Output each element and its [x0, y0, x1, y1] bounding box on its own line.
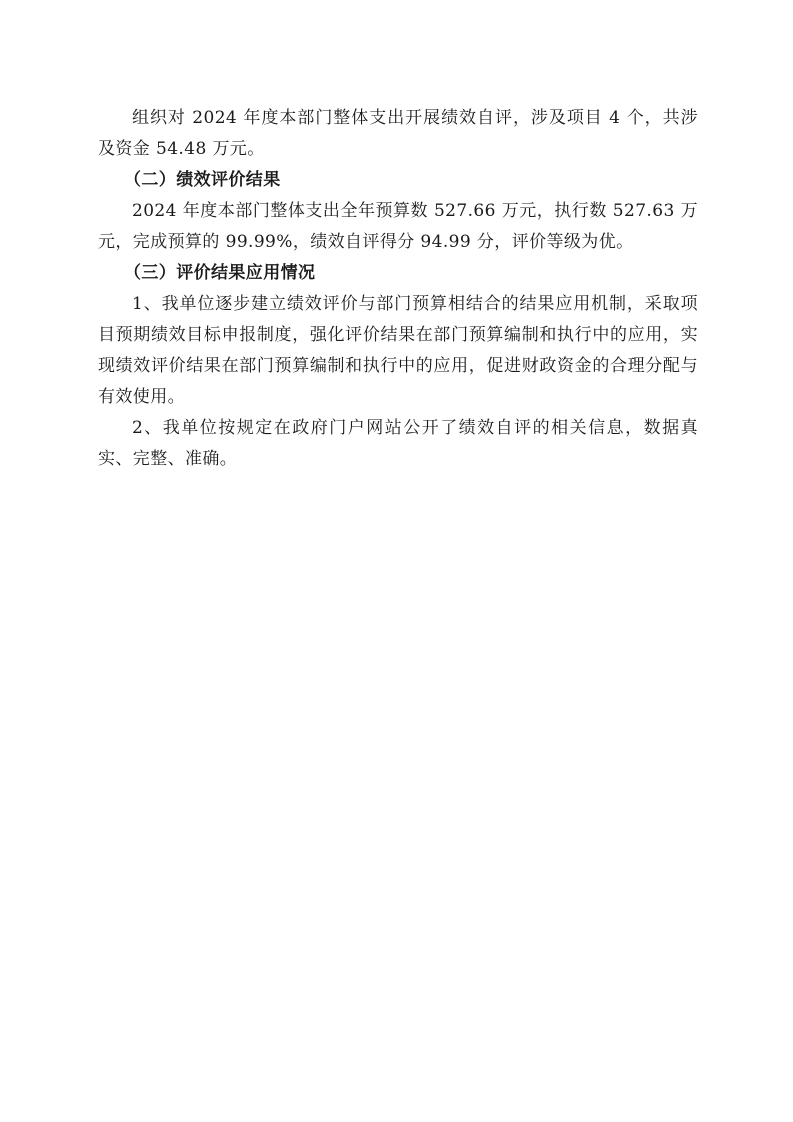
document-body [98, 103, 698, 475]
section-heading-evaluation-results: （二）绩效评价结果 [124, 170, 281, 190]
paragraph-information-disclosure: 2、我单位按规定在政府门户网站公开了绩效自评的相关信息，数据真实、完整、准确。 [98, 418, 698, 469]
paragraph-self-evaluation-scope: 组织对 2024 年度本部门整体支出开展绩效自评，涉及项目 4 个，共涉及资金 54.48 万元。 [98, 108, 698, 159]
paragraph-budget-execution: 2024 年度本部门整体支出全年预算数 527.66 万元，执行数 527.63 万元，完成预算的 99.99%，绩效自评得分 94.99 分，评价等级为优。 [98, 201, 698, 252]
section-heading-result-application: （三）评价结果应用情况 [124, 263, 316, 283]
paragraph-application-mechanism: 1、我单位逐步建立绩效评价与部门预算相结合的结果应用机制，采取项目预期绩效目标申报制度，强化评价结果在部门预算编制和执行中的应用，实现绩效评价结果在部门预算编制和执行中的应用，促进财政资金的合理分配与有效使用。 [98, 294, 698, 407]
